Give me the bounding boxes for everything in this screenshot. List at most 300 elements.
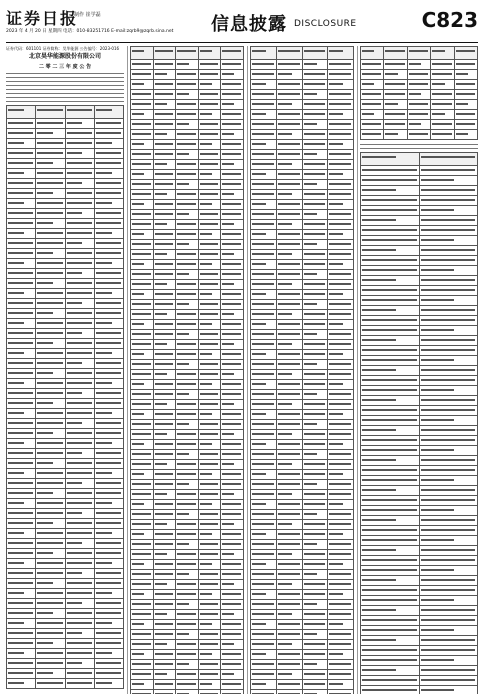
table-cell — [221, 120, 244, 130]
table-cell — [276, 370, 302, 380]
table-cell — [7, 629, 36, 639]
table-cell — [198, 150, 221, 160]
table-cell — [302, 590, 328, 600]
table-cell — [251, 460, 277, 470]
table-cell — [251, 60, 277, 70]
table-row — [251, 460, 354, 470]
table-cell — [361, 676, 420, 686]
table-cell — [454, 110, 477, 120]
table-cell — [251, 180, 277, 190]
table-cell — [328, 130, 354, 140]
table-cell — [36, 359, 65, 369]
table-cell — [407, 80, 430, 90]
table-row — [361, 316, 478, 326]
table-cell — [221, 400, 244, 410]
table-row — [131, 210, 244, 220]
table-row — [251, 560, 354, 570]
table-cell — [131, 570, 154, 580]
table-row — [251, 240, 354, 250]
table-cell — [302, 120, 328, 130]
table-row — [361, 256, 478, 266]
table-cell — [94, 459, 123, 469]
table-cell — [36, 669, 65, 679]
table-cell — [302, 80, 328, 90]
table-cell — [94, 199, 123, 209]
table-cell — [94, 319, 123, 329]
table-cell — [302, 330, 328, 340]
table-cell — [153, 470, 176, 480]
table-cell — [276, 260, 302, 270]
table-cell — [131, 460, 154, 470]
table-cell — [221, 90, 244, 100]
table-cell — [176, 180, 199, 190]
table-cell — [302, 460, 328, 470]
table-row — [7, 489, 124, 499]
table-cell — [7, 579, 36, 589]
table-row — [251, 350, 354, 360]
table-cell — [176, 160, 199, 170]
table-cell — [221, 110, 244, 120]
table-cell — [7, 189, 36, 199]
table-row — [361, 90, 478, 100]
table-row — [251, 70, 354, 80]
table-cell — [221, 210, 244, 220]
table-cell — [419, 196, 478, 206]
table-cell — [276, 500, 302, 510]
table-row — [7, 179, 124, 189]
table-cell — [153, 260, 176, 270]
table-row — [361, 276, 478, 286]
table-cell — [153, 290, 176, 300]
table-cell — [276, 620, 302, 630]
table-cell — [419, 616, 478, 626]
table-cell — [94, 519, 123, 529]
table-cell — [328, 120, 354, 130]
text-line-block — [6, 89, 124, 92]
table-cell — [328, 250, 354, 260]
table-cell — [7, 119, 36, 129]
table-cell — [65, 289, 94, 299]
table-cell — [419, 396, 478, 406]
company-title: 北京昊华能源股份有限公司 — [28, 53, 101, 60]
table-cell — [221, 590, 244, 600]
table-row — [361, 356, 478, 366]
table-cell — [431, 90, 454, 100]
table-cell — [153, 530, 176, 540]
table-cell — [302, 130, 328, 140]
table-cell — [328, 300, 354, 310]
table-cell — [131, 670, 154, 680]
table-cell — [198, 290, 221, 300]
table-cell — [361, 130, 384, 140]
table-cell — [302, 270, 328, 280]
table-cell — [251, 400, 277, 410]
table-cell — [221, 320, 244, 330]
table-cell — [176, 330, 199, 340]
table-cell — [302, 550, 328, 560]
table-cell — [251, 640, 277, 650]
table-cell — [198, 340, 221, 350]
table-cell — [221, 140, 244, 150]
table-cell — [198, 180, 221, 190]
table-cell — [419, 486, 478, 496]
table-row — [361, 466, 478, 476]
table-cell — [407, 120, 430, 130]
table-cell — [328, 350, 354, 360]
table-row — [361, 120, 478, 130]
table-cell — [407, 110, 430, 120]
table-row — [7, 419, 124, 429]
table-cell — [198, 190, 221, 200]
table-cell — [361, 486, 420, 496]
table-cell — [361, 47, 384, 60]
table-cell — [361, 316, 420, 326]
table-row — [251, 270, 354, 280]
table-cell — [65, 339, 94, 349]
table-cell — [361, 576, 420, 586]
table-cell — [276, 380, 302, 390]
page-code: C823 — [421, 8, 478, 32]
table-cell — [276, 340, 302, 350]
table-cell — [302, 240, 328, 250]
table-cell — [36, 529, 65, 539]
table-cell — [361, 326, 420, 336]
table-cell — [328, 590, 354, 600]
table-cell — [131, 630, 154, 640]
table-cell — [276, 190, 302, 200]
table-cell — [198, 120, 221, 130]
table-cell — [454, 90, 477, 100]
table-cell — [361, 216, 420, 226]
table-cell — [36, 569, 65, 579]
table-cell — [65, 359, 94, 369]
table-cell — [221, 620, 244, 630]
table-cell — [361, 626, 420, 636]
table-cell — [36, 189, 65, 199]
table-row — [361, 216, 478, 226]
table-cell — [65, 659, 94, 669]
table-cell — [419, 566, 478, 576]
table-row — [131, 160, 244, 170]
table-cell — [36, 339, 65, 349]
table-cell — [36, 659, 65, 669]
table-cell — [361, 446, 420, 456]
table-cell — [131, 540, 154, 550]
table-cell — [251, 240, 277, 250]
table-cell — [221, 220, 244, 230]
table-row — [7, 659, 124, 669]
table-cell — [176, 290, 199, 300]
table-cell — [176, 220, 199, 230]
table-cell — [276, 480, 302, 490]
table-row — [7, 409, 124, 419]
table-cell — [7, 419, 36, 429]
table-cell — [131, 690, 154, 695]
table-row — [7, 359, 124, 369]
table-cell — [65, 106, 94, 119]
table-cell — [94, 489, 123, 499]
table-cell — [7, 549, 36, 559]
table-cell — [198, 440, 221, 450]
table-cell — [36, 249, 65, 259]
table-cell — [131, 370, 154, 380]
table-cell — [302, 630, 328, 640]
table-cell — [302, 170, 328, 180]
table-cell — [36, 499, 65, 509]
table-cell — [65, 239, 94, 249]
table-cell — [419, 336, 478, 346]
table-cell — [131, 190, 154, 200]
table-cell — [419, 496, 478, 506]
table-row — [361, 446, 478, 456]
table-cell — [221, 250, 244, 260]
table-row — [361, 516, 478, 526]
table-cell — [94, 179, 123, 189]
table-cell — [221, 360, 244, 370]
table-cell — [302, 150, 328, 160]
table-cell — [361, 236, 420, 246]
table-cell — [276, 390, 302, 400]
table-cell — [221, 150, 244, 160]
table-cell — [153, 120, 176, 130]
table-cell — [198, 240, 221, 250]
table-cell — [131, 380, 154, 390]
table-cell — [131, 240, 154, 250]
table-cell — [65, 139, 94, 149]
table-row — [7, 219, 124, 229]
table-cell — [221, 550, 244, 560]
table-row — [7, 529, 124, 539]
text-line-block — [6, 77, 124, 80]
table-cell — [251, 450, 277, 460]
table-cell — [328, 660, 354, 670]
table-cell — [251, 650, 277, 660]
table-cell — [198, 80, 221, 90]
table-cell — [153, 480, 176, 490]
table-cell — [65, 249, 94, 259]
table-cell — [221, 350, 244, 360]
table-row — [361, 306, 478, 316]
table-cell — [276, 680, 302, 690]
table-cell — [419, 656, 478, 666]
table-row — [131, 600, 244, 610]
newspaper-logo: 证券日报 — [6, 9, 79, 28]
table-row — [251, 340, 354, 350]
table-cell — [361, 256, 420, 266]
table-cell — [153, 200, 176, 210]
table-cell — [153, 460, 176, 470]
table-cell — [328, 260, 354, 270]
table-cell — [65, 589, 94, 599]
table-cell — [384, 120, 407, 130]
table-cell — [407, 130, 430, 140]
table-cell — [221, 690, 244, 695]
table-cell — [198, 320, 221, 330]
table-cell — [65, 409, 94, 419]
table-row — [7, 329, 124, 339]
table-cell — [419, 206, 478, 216]
data-table-2 — [130, 46, 244, 694]
table-cell — [407, 70, 430, 80]
table-cell — [153, 430, 176, 440]
table-cell — [153, 80, 176, 90]
table-cell — [328, 610, 354, 620]
table-cell — [94, 369, 123, 379]
table-cell — [302, 340, 328, 350]
table-cell — [7, 559, 36, 569]
table-cell — [94, 529, 123, 539]
table-cell — [328, 520, 354, 530]
table-cell — [153, 580, 176, 590]
table-cell — [361, 120, 384, 130]
table-cell — [221, 430, 244, 440]
table-cell — [276, 230, 302, 240]
table-row — [7, 589, 124, 599]
table-cell — [153, 330, 176, 340]
table-cell — [328, 140, 354, 150]
table-row — [361, 576, 478, 586]
table-cell — [221, 510, 244, 520]
table-cell — [36, 589, 65, 599]
table-cell — [251, 340, 277, 350]
table-cell — [65, 349, 94, 359]
table-cell — [221, 450, 244, 460]
table-cell — [454, 130, 477, 140]
table-cell — [176, 400, 199, 410]
table-row — [251, 570, 354, 580]
table-cell — [7, 239, 36, 249]
table-cell — [94, 106, 123, 119]
table-cell — [419, 236, 478, 246]
table-cell — [276, 540, 302, 550]
table-cell — [176, 440, 199, 450]
table-cell — [65, 119, 94, 129]
table-cell — [361, 356, 420, 366]
table-cell — [153, 440, 176, 450]
table-cell — [276, 400, 302, 410]
table-cell — [131, 180, 154, 190]
table-cell — [176, 660, 199, 670]
table-cell — [176, 460, 199, 470]
table-cell — [94, 549, 123, 559]
table-cell — [251, 100, 277, 110]
table-cell — [276, 350, 302, 360]
table-cell — [221, 540, 244, 550]
table-cell — [176, 380, 199, 390]
table-cell — [302, 360, 328, 370]
table-cell — [131, 530, 154, 540]
table-cell — [251, 150, 277, 160]
table-cell — [361, 206, 420, 216]
table-cell — [419, 346, 478, 356]
table-cell — [302, 480, 328, 490]
table-cell — [65, 439, 94, 449]
table-row — [361, 236, 478, 246]
table-row — [131, 170, 244, 180]
table-cell — [328, 370, 354, 380]
table-cell — [7, 289, 36, 299]
table-cell — [94, 539, 123, 549]
table-cell — [361, 396, 420, 406]
table-cell — [131, 440, 154, 450]
table-cell — [419, 276, 478, 286]
table-cell — [251, 410, 277, 420]
table-cell — [328, 550, 354, 560]
column-divider — [357, 46, 358, 694]
table-cell — [94, 419, 123, 429]
table-row — [251, 470, 354, 480]
table-cell — [7, 679, 36, 689]
table-row — [131, 470, 244, 480]
table-cell — [276, 250, 302, 260]
table-cell — [176, 590, 199, 600]
table-cell — [7, 459, 36, 469]
table-cell — [176, 140, 199, 150]
table-row — [131, 120, 244, 130]
table-cell — [198, 330, 221, 340]
table-cell — [176, 450, 199, 460]
table-cell — [361, 276, 420, 286]
table-cell — [198, 400, 221, 410]
table-cell — [36, 159, 65, 169]
table-cell — [276, 490, 302, 500]
table-cell — [251, 430, 277, 440]
table-cell — [276, 100, 302, 110]
table-cell — [328, 560, 354, 570]
table-cell — [276, 80, 302, 90]
text-line-block — [6, 73, 124, 76]
table-cell — [131, 600, 154, 610]
text-line-block — [6, 93, 124, 96]
table-cell — [198, 380, 221, 390]
table-cell — [153, 540, 176, 550]
table-cell — [131, 60, 154, 70]
table-cell — [276, 640, 302, 650]
table-cell — [221, 80, 244, 90]
table-cell — [176, 190, 199, 200]
table-cell — [328, 220, 354, 230]
table-row — [131, 290, 244, 300]
table-cell — [276, 520, 302, 530]
table-cell — [361, 246, 420, 256]
table-cell — [221, 60, 244, 70]
table-cell — [36, 389, 65, 399]
table-cell — [36, 539, 65, 549]
table-cell — [94, 269, 123, 279]
table-cell — [221, 600, 244, 610]
table-cell — [302, 420, 328, 430]
table-cell — [221, 530, 244, 540]
table-cell — [131, 160, 154, 170]
table-cell — [302, 520, 328, 530]
table-row — [131, 370, 244, 380]
table-cell — [328, 490, 354, 500]
table-cell — [221, 290, 244, 300]
table-cell — [153, 150, 176, 160]
table-cell — [153, 380, 176, 390]
table-cell — [131, 510, 154, 520]
table-cell — [251, 140, 277, 150]
table-cell — [328, 480, 354, 490]
table-cell — [94, 469, 123, 479]
table-cell — [176, 320, 199, 330]
table-cell — [251, 500, 277, 510]
table-cell — [94, 399, 123, 409]
table-cell — [7, 439, 36, 449]
table-cell — [131, 220, 154, 230]
table-cell — [328, 530, 354, 540]
table-row — [131, 550, 244, 560]
